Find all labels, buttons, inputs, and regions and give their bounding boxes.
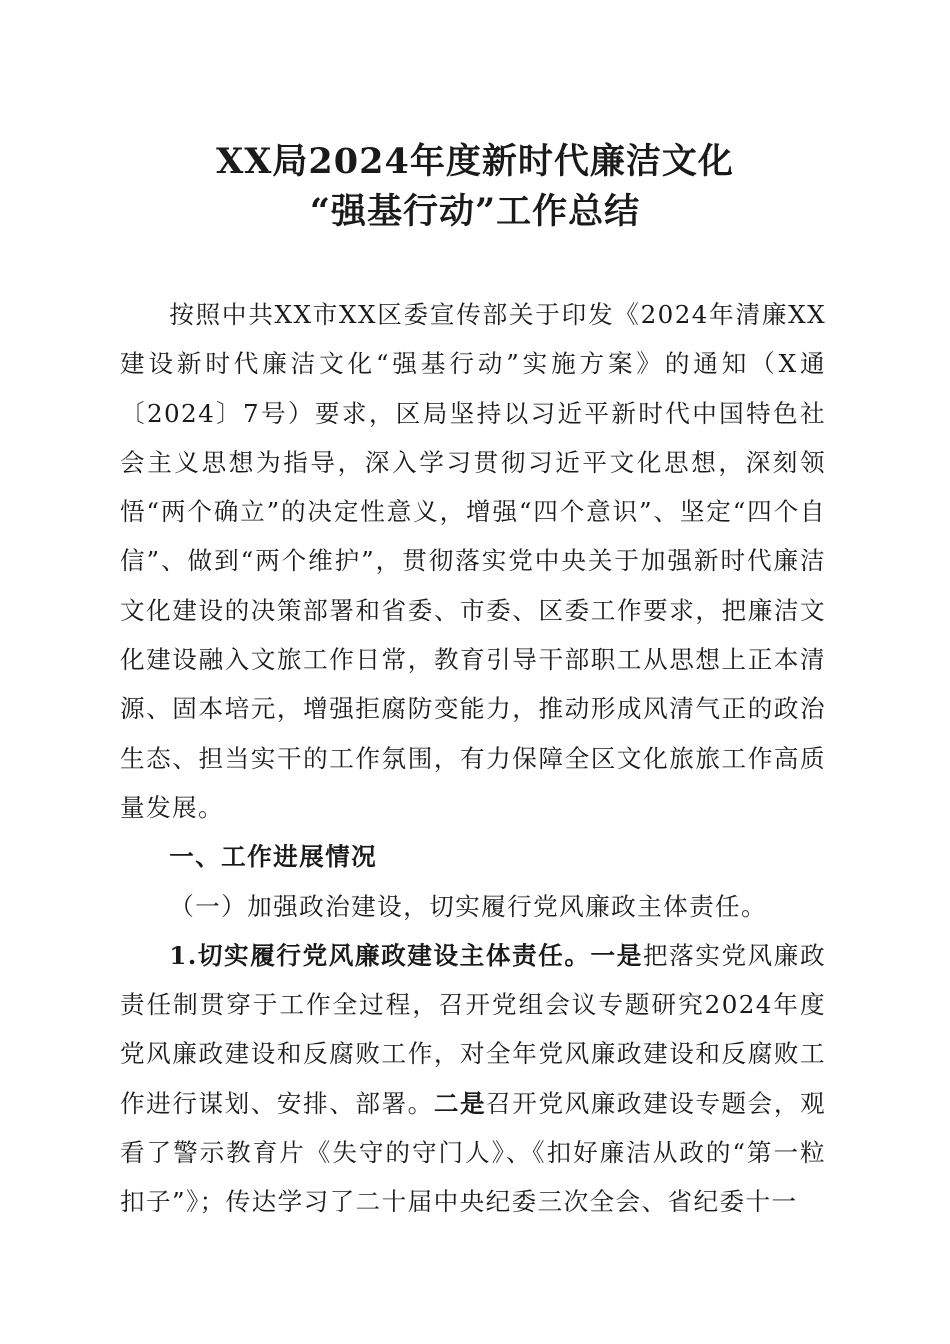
document-title-line-1: XX局2024年度新时代廉洁文化 — [216, 141, 734, 182]
item-marker-1: 一是 — [590, 940, 643, 970]
item-marker-2: 二是 — [433, 1088, 487, 1118]
item-text-2: 召开党风廉政建设专题会，观看了警示教育片《失守的守门人》、《扣好廉洁从政的“第一粒扣子”》；传达学习了二十届中央纪委三次全会、省纪委十一 — [120, 1088, 826, 1217]
item-lead: 1.切实履行党风廉政建设主体责任。 — [169, 940, 591, 970]
document-title-line-2: “强基行动”工作总结 — [309, 191, 641, 232]
item-paragraph — [120, 931, 826, 1227]
subsection-heading: （一）加强政治建设，切实履行党风廉政主体责任。 — [169, 891, 768, 921]
intro-paragraph: 按照中共XX市XX区委宣传部关于印发《2024年清廉XX建设新时代廉洁文化“强基行动”实施方案》的通知（X通〔2024〕7号）要求，区局坚持以习近平新时代中国特色社会主义思想为指导，深入学习贯彻习近平文化思想，深刻领悟“两个确立”的决定性意义，增强“四个意识”、坚定“四个自信”、做到“两个维护”，贯彻落实党中央关于加强新时代廉洁文化建设的决策部署和省委、市委、区委工作要求，把廉洁文化建设融入文旅工作日常，教育引导干部职工从思想上正本清源、固本培元，增强拒腐防变能力，推动形成风清气正的政治生态、担当实干的工作氛围，有力保障全区文化旅旅工作高质量发展。 — [120, 300, 826, 822]
section-heading: 一、工作进展情况 — [169, 842, 378, 872]
document-body — [120, 290, 826, 1227]
item-text-1: 把落实党风廉政责任制贯穿于工作全过程，召开党组会议专题研究2024年度党风廉政建设和反腐败工作，对全年党风廉政建设和反腐败工作进行谋划、安排、部署。 — [120, 940, 826, 1118]
